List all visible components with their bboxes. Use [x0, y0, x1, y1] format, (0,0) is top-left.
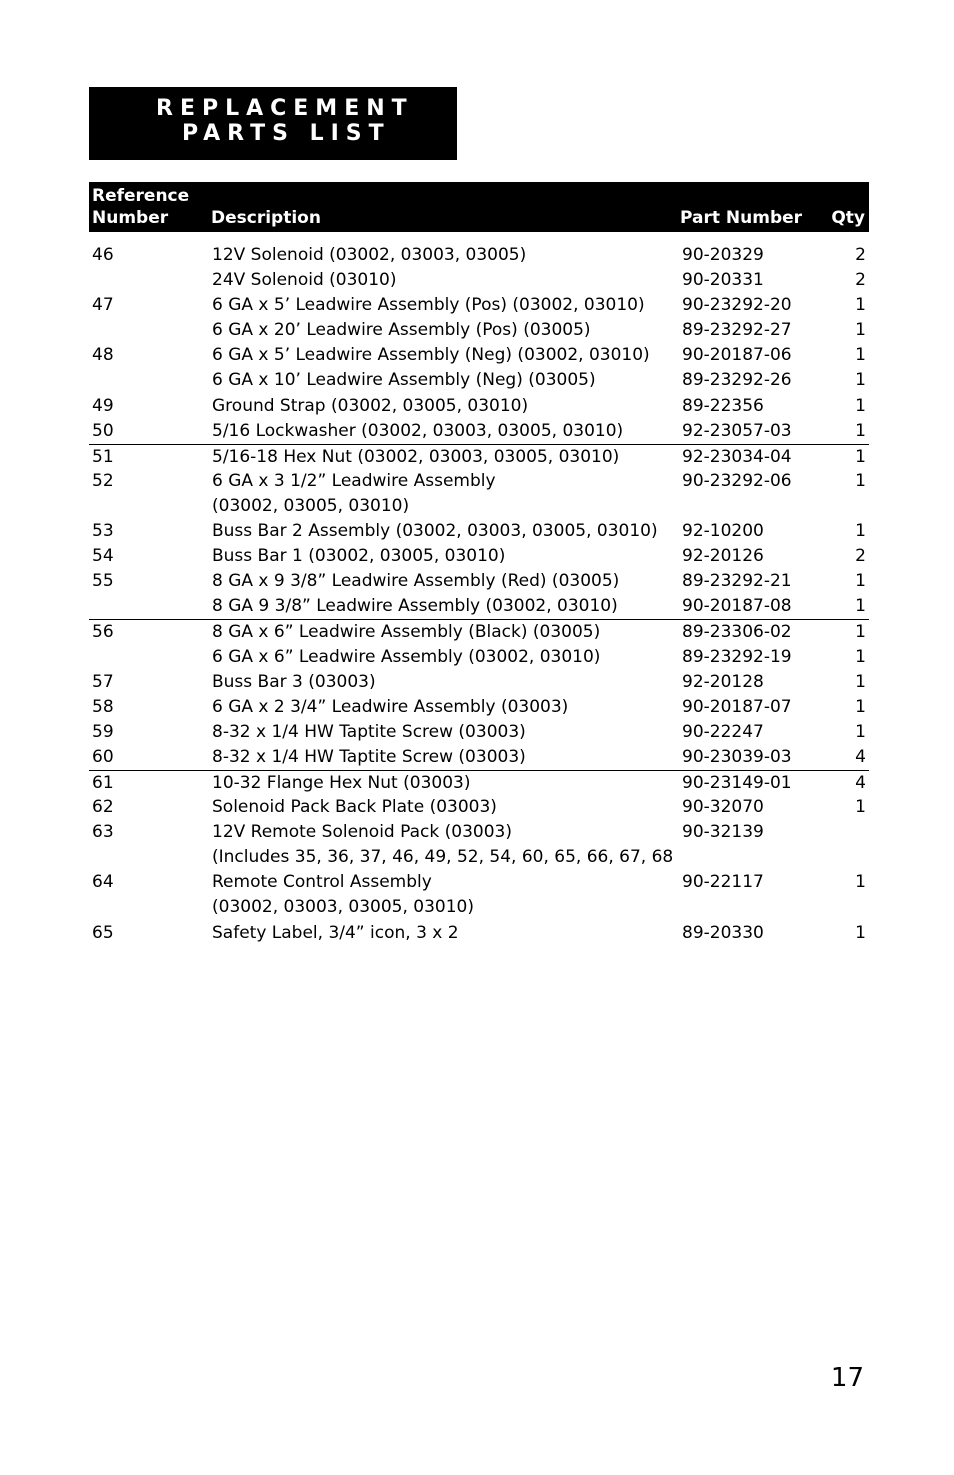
table-row: [89, 695, 869, 720]
page-number: 17: [830, 1363, 864, 1393]
row-description: Buss Bar 2 Assembly (03002, 03003, 03005, 03010): [212, 521, 658, 542]
row-reference: 65: [92, 922, 114, 943]
table-row: [89, 795, 869, 820]
row-description: 8 GA x 6” Leadwire Assembly (Black) (03005): [212, 622, 601, 643]
row-qty: 1: [855, 671, 866, 692]
table-row: [89, 921, 869, 946]
header-reference-line2: Number: [92, 208, 169, 228]
row-qty: 2: [855, 270, 866, 291]
row-qty: 1: [855, 345, 866, 366]
row-reference: 60: [92, 746, 114, 767]
header-description: Description: [211, 208, 321, 228]
table-row: [89, 318, 869, 343]
row-part-number: 92-20128: [682, 671, 764, 692]
row-part-number: 89-20330: [682, 922, 764, 943]
row-description: Solenoid Pack Back Plate (03003): [212, 797, 497, 818]
row-reference: 48: [92, 345, 114, 366]
row-description: 6 GA x 3 1/2” Leadwire Assembly: [212, 470, 496, 491]
row-qty: 1: [855, 446, 866, 467]
row-description: 6 GA x 5’ Leadwire Assembly (Pos) (03002, 03010): [212, 295, 645, 316]
row-qty: 2: [855, 546, 866, 567]
row-qty: 1: [855, 295, 866, 316]
table-row: [89, 544, 869, 569]
header-reference-line1: Reference: [92, 186, 190, 206]
row-qty: 2: [855, 245, 866, 265]
table-row: [89, 469, 869, 494]
row-description: 5/16 Lockwasher (03002, 03003, 03005, 03010): [212, 420, 624, 441]
row-part-number: 90-23292-06: [682, 470, 792, 491]
table-row: [89, 268, 869, 293]
table-row: [89, 745, 869, 770]
header-qty: Qty: [831, 208, 865, 228]
row-reference: 62: [92, 797, 114, 818]
row-description: 6 GA x 10’ Leadwire Assembly (Neg) (03005): [212, 370, 596, 391]
row-description: (03002, 03005, 03010): [212, 495, 410, 516]
row-description: 12V Remote Solenoid Pack (03003): [212, 822, 512, 843]
row-description: 6 GA x 2 3/4” Leadwire Assembly (03003): [212, 696, 569, 717]
row-reference: 64: [92, 872, 114, 893]
row-description: (03002, 03003, 03005, 03010): [212, 897, 475, 918]
table-row: [89, 368, 869, 393]
header-part-number: Part Number: [680, 208, 803, 228]
section-title-line2: PARTS LIST: [182, 121, 391, 146]
row-reference: 51: [92, 446, 114, 467]
table-row: [89, 770, 869, 795]
table-row: [89, 594, 869, 619]
row-qty: 1: [855, 596, 866, 617]
row-description: (Includes 35, 36, 37, 46, 49, 52, 54, 60, 65, 66, 67, 68: [212, 847, 674, 868]
row-reference: 59: [92, 721, 114, 742]
table-row: [89, 343, 869, 368]
row-part-number: 92-23057-03: [682, 420, 792, 441]
row-reference: 56: [92, 622, 114, 643]
row-qty: 1: [855, 320, 866, 341]
row-qty: 4: [855, 772, 866, 793]
row-part-number: 92-23034-04: [682, 446, 792, 467]
table-row: [89, 394, 869, 419]
row-reference: 47: [92, 295, 114, 316]
table-row: [89, 820, 869, 845]
row-description: 8 GA 9 3/8” Leadwire Assembly (03002, 03010): [212, 596, 618, 617]
row-qty: 1: [855, 395, 866, 416]
row-part-number: 89-23292-27: [682, 320, 792, 341]
table-row: [89, 444, 869, 469]
table-row: [89, 494, 869, 519]
row-reference: 46: [92, 245, 114, 265]
table-row: [89, 243, 869, 268]
row-description: Safety Label, 3/4” icon, 3 x 2: [212, 922, 459, 943]
row-part-number: 89-23306-02: [682, 622, 792, 643]
row-part-number: 90-23292-20: [682, 295, 792, 316]
row-part-number: 92-20126: [682, 546, 764, 567]
table-header: [89, 182, 869, 232]
row-qty: 4: [855, 746, 866, 767]
row-part-number: 89-22356: [682, 395, 764, 416]
row-description: Buss Bar 1 (03002, 03005, 03010): [212, 546, 506, 567]
row-part-number: 89-23292-19: [682, 646, 792, 667]
table-row: [89, 619, 869, 644]
row-qty: 1: [855, 470, 866, 491]
row-qty: 1: [855, 872, 866, 893]
row-description: 8-32 x 1/4 HW Taptite Screw (03003): [212, 746, 526, 767]
table-row: [89, 519, 869, 544]
section-title-line1: REPLACEMENT: [156, 96, 414, 121]
row-description: 12V Solenoid (03002, 03003, 03005): [212, 245, 527, 265]
table-row: [89, 293, 869, 318]
row-reference: 50: [92, 420, 114, 441]
row-part-number: 90-32070: [682, 797, 764, 818]
row-qty: 1: [855, 521, 866, 542]
row-qty: 1: [855, 797, 866, 818]
row-description: 8-32 x 1/4 HW Taptite Screw (03003): [212, 721, 526, 742]
row-qty: 1: [855, 420, 866, 441]
row-part-number: 90-22247: [682, 721, 764, 742]
row-part-number: 90-20329: [682, 245, 764, 265]
row-part-number: 90-32139: [682, 822, 764, 843]
table-row: [89, 645, 869, 670]
row-part-number: 90-23039-03: [682, 746, 792, 767]
row-reference: 54: [92, 546, 114, 567]
row-reference: 57: [92, 671, 114, 692]
row-part-number: 90-20187-08: [682, 596, 792, 617]
table-row: [89, 670, 869, 695]
row-description: Buss Bar 3 (03003): [212, 671, 376, 692]
section-title: [89, 87, 457, 160]
table-row: [89, 845, 869, 870]
row-reference: 53: [92, 521, 114, 542]
row-qty: 1: [855, 370, 866, 391]
row-part-number: 90-20331: [682, 270, 764, 291]
row-part-number: 89-23292-26: [682, 370, 792, 391]
row-qty: 1: [855, 922, 866, 943]
row-reference: 61: [92, 772, 114, 793]
row-qty: 1: [855, 696, 866, 717]
row-part-number: 90-20187-06: [682, 345, 792, 366]
table-row: [89, 569, 869, 594]
row-description: 6 GA x 5’ Leadwire Assembly (Neg) (03002, 03010): [212, 345, 650, 366]
row-reference: 52: [92, 470, 114, 491]
row-reference: 55: [92, 571, 114, 592]
row-description: Ground Strap (03002, 03005, 03010): [212, 395, 529, 416]
row-description: 24V Solenoid (03010): [212, 270, 397, 291]
row-part-number: 92-10200: [682, 521, 764, 542]
row-description: 10-32 Flange Hex Nut (03003): [212, 772, 471, 793]
parts-table-body: [89, 243, 869, 946]
row-qty: 1: [855, 571, 866, 592]
table-row: [89, 419, 869, 444]
row-reference: 63: [92, 822, 114, 843]
table-row: [89, 895, 869, 920]
row-description: 8 GA x 9 3/8” Leadwire Assembly (Red) (03005): [212, 571, 620, 592]
row-description: 6 GA x 20’ Leadwire Assembly (Pos) (03005): [212, 320, 591, 341]
row-description: 6 GA x 6” Leadwire Assembly (03002, 03010): [212, 646, 601, 667]
row-qty: 1: [855, 646, 866, 667]
row-qty: 1: [855, 721, 866, 742]
row-description: 5/16-18 Hex Nut (03002, 03003, 03005, 03010): [212, 446, 620, 467]
table-row: [89, 720, 869, 745]
row-description: Remote Control Assembly: [212, 872, 432, 893]
row-reference: 49: [92, 395, 114, 416]
row-reference: 58: [92, 696, 114, 717]
row-part-number: 90-20187-07: [682, 696, 792, 717]
row-part-number: 90-23149-01: [682, 772, 792, 793]
row-part-number: 90-22117: [682, 872, 764, 893]
row-qty: 1: [855, 622, 866, 643]
table-row: [89, 870, 869, 895]
row-part-number: 89-23292-21: [682, 571, 792, 592]
